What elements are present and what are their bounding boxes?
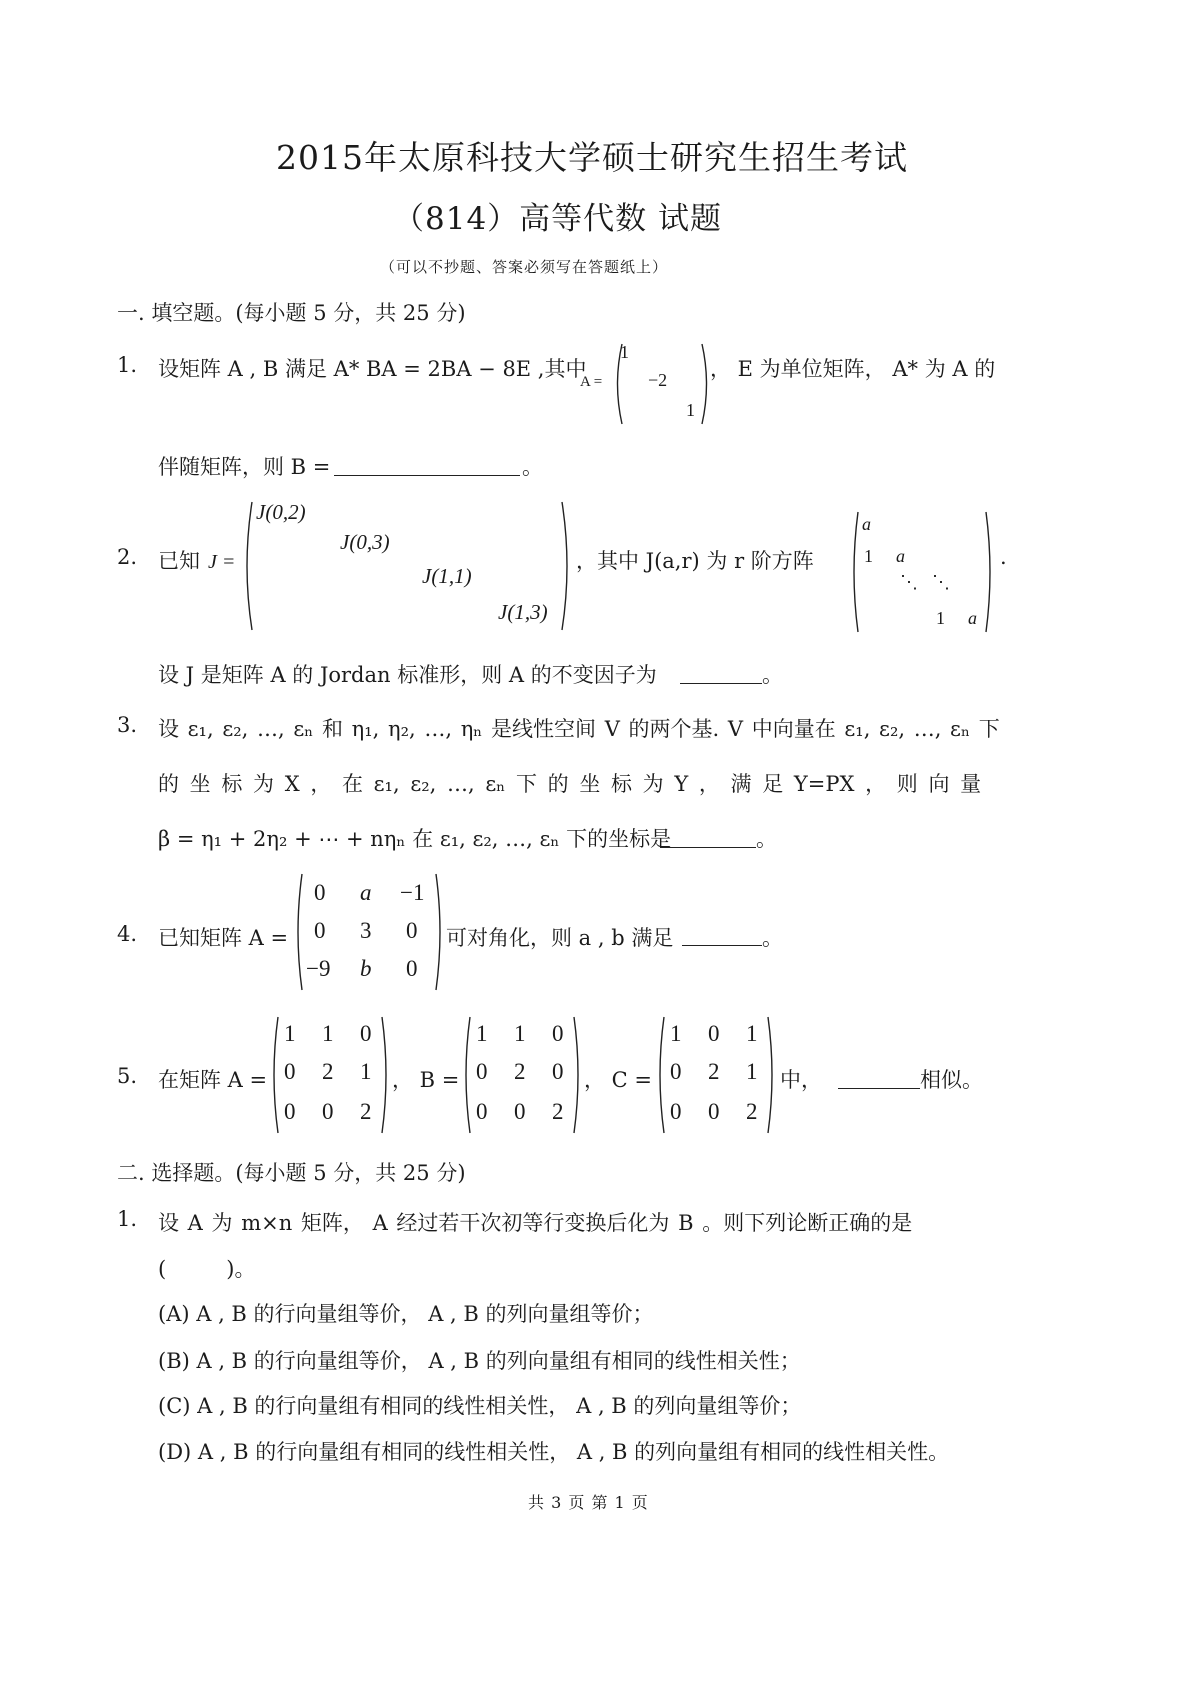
q4-number: 4. — [117, 922, 138, 946]
q5-b-entry: 2 — [514, 1059, 526, 1084]
q1-matrix-entry: 1 — [620, 342, 629, 362]
s2-q1-answer-paren[interactable]: ( )。 — [158, 1257, 256, 1281]
q1-answer-blank[interactable] — [334, 474, 520, 476]
s2-q1-option-a: (A) A , B 的行向量组等价， A , B 的列向量组等价； — [158, 1302, 654, 1326]
q5-b-entry: 0 — [476, 1099, 488, 1124]
q5-b-entry: 1 — [476, 1021, 488, 1046]
page-footer: 共 3 页 第 1 页 — [528, 1493, 649, 1512]
q5-text-c: ， C = — [584, 1068, 653, 1092]
q4-entry: −1 — [400, 880, 425, 905]
q1-matrix — [612, 342, 712, 426]
q5-answer-blank[interactable] — [838, 1087, 920, 1089]
q2-block: J(1,1) — [422, 564, 472, 588]
q2-text-b: ，其中 J(a,r) 为 r 阶方阵 — [576, 549, 814, 573]
q5-a-entry: 1 — [360, 1059, 372, 1084]
q4-entry: b — [360, 956, 372, 981]
section1-heading: 一. 填空题。(每小题 5 分，共 25 分) — [117, 301, 466, 325]
q2-jm-entry: a — [896, 546, 905, 566]
q5-text-b: ， B = — [392, 1068, 460, 1092]
s2-q1-option-b: (B) A , B 的行向量组等价， A , B 的列向量组有相同的线性相关性； — [158, 1349, 801, 1373]
exam-title: 2015年太原科技大学硕士研究生招生考试 — [276, 138, 908, 177]
q4-entry: 0 — [406, 956, 418, 981]
q3-line1: 设 ε₁, ε₂, …, εₙ 和 η₁, η₂, …, ηₙ 是线性空间 V 的两个基. V 中向量在 ε₁, ε₂, …, εₙ 下 — [158, 717, 1000, 741]
q5-c-entry: 0 — [708, 1021, 720, 1046]
q1-matrix-entry: −2 — [648, 370, 668, 390]
q2-text-a: 已知 — [158, 549, 200, 573]
q4-entry: −9 — [306, 956, 331, 981]
q2-jm-dots: ⋱ — [900, 572, 918, 592]
section2-heading: 二. 选择题。(每小题 5 分，共 25 分) — [117, 1161, 466, 1185]
q5-c-entry: 0 — [670, 1099, 682, 1124]
q4-entry: a — [360, 880, 372, 905]
q2-block: J(0,3) — [340, 530, 390, 554]
s2-q1-option-d: (D) A , B 的行向量组有相同的线性相关性， A , B 的列向量组有相同的线性相关性。 — [158, 1440, 950, 1464]
q2-block: J(0,2) — [256, 500, 306, 524]
q5-a-entry: 0 — [322, 1099, 334, 1124]
q2-jm-entry: 1 — [864, 546, 873, 566]
q4-entry: 0 — [314, 918, 326, 943]
exam-note: （可以不抄题、答案必须写在答题纸上） — [380, 258, 669, 276]
q5-c-entry: 2 — [708, 1059, 720, 1084]
q4-matrix — [294, 872, 444, 992]
q5-a-entry: 2 — [322, 1059, 334, 1084]
q2-jordan-matrix — [850, 510, 998, 634]
q5-matrix-c — [656, 1015, 776, 1135]
exam-subtitle: （814）高等代数 试题 — [393, 201, 723, 237]
q2-text-e: 。 — [762, 663, 783, 687]
q5-a-entry: 1 — [284, 1021, 296, 1046]
q3-answer-blank[interactable] — [660, 846, 756, 848]
q5-a-entry: 0 — [360, 1021, 372, 1046]
q5-b-entry: 1 — [514, 1021, 526, 1046]
q5-b-entry: 0 — [476, 1059, 488, 1084]
q5-c-entry: 2 — [746, 1099, 758, 1124]
q2-jm-entry: 1 — [936, 608, 945, 628]
q5-a-entry: 0 — [284, 1059, 296, 1084]
q5-a-entry: 0 — [284, 1099, 296, 1124]
q1-text-c: 伴随矩阵，则 B = — [158, 455, 331, 479]
s2-q1-number: 1. — [117, 1207, 138, 1231]
q1-matrix-entry: 1 — [686, 400, 695, 420]
q3-number: 3. — [117, 713, 138, 737]
q5-matrix-a — [270, 1015, 390, 1135]
q1-text-b: ， E 为单位矩阵， A* 为 A 的 — [710, 357, 996, 381]
q5-text-a: 在矩阵 A = — [158, 1068, 268, 1092]
q4-text-b: 可对角化，则 a , b 满足 — [446, 926, 674, 950]
q2-text-d: 设 J 是矩阵 A 的 Jordan 标准形，则 A 的不变因子为 — [158, 663, 657, 687]
q3-line3-end: 。 — [756, 827, 777, 851]
q5-c-entry: 0 — [670, 1059, 682, 1084]
q5-text-e: 相似。 — [920, 1068, 983, 1092]
q5-b-entry: 2 — [552, 1099, 564, 1124]
q5-b-entry: 0 — [514, 1099, 526, 1124]
q5-c-entry: 1 — [746, 1059, 758, 1084]
q1-matrix-label: A = — [580, 374, 603, 390]
q5-c-entry: 0 — [708, 1099, 720, 1124]
q2-number: 2. — [117, 545, 138, 569]
q3-line2: 的 坐 标 为 X ， 在 ε₁, ε₂, …, εₙ 下 的 坐 标 为 Y ， 满 足 Y=PX ， 则 向 量 — [158, 772, 982, 796]
q1-number: 1. — [117, 353, 138, 377]
s2-q1-option-c: (C) A , B 的行向量组有相同的线性相关性， A , B 的列向量组等价； — [158, 1394, 802, 1418]
q4-entry: 3 — [360, 918, 372, 943]
q4-entry: 0 — [314, 880, 326, 905]
q4-answer-blank[interactable] — [682, 944, 762, 946]
q1-text-d: 。 — [522, 455, 543, 479]
q5-a-entry: 1 — [322, 1021, 334, 1046]
q2-text-c: . — [1000, 545, 1007, 569]
q5-number: 5. — [117, 1064, 138, 1088]
q2-matrix-label: J = — [208, 551, 236, 573]
q5-c-entry: 1 — [746, 1021, 758, 1046]
q5-c-entry: 1 — [670, 1021, 682, 1046]
q5-a-entry: 2 — [360, 1099, 372, 1124]
q4-text-c: 。 — [762, 926, 783, 950]
q2-jm-dots: ⋱ — [932, 572, 950, 592]
q5-b-entry: 0 — [552, 1021, 564, 1046]
q2-answer-blank[interactable] — [680, 682, 762, 684]
q2-block: J(1,3) — [498, 600, 548, 624]
q2-jordan-block-matrix — [242, 500, 572, 632]
q4-text-a: 已知矩阵 A = — [158, 926, 289, 950]
q2-jm-entry: a — [968, 608, 977, 628]
q5-b-entry: 0 — [552, 1059, 564, 1084]
s2-q1-line1: 设 A 为 m×n 矩阵， A 经过若干次初等行变换后化为 B 。则下列论断正确的是 — [158, 1211, 913, 1235]
q5-matrix-b — [462, 1015, 582, 1135]
q3-line3: β = η₁ + 2η₂ + ⋯ + nηₙ 在 ε₁, ε₂, …, εₙ 下的坐标是 — [158, 827, 672, 851]
q1-text-a: 设矩阵 A , B 满足 A* BA = 2BA − 8E ,其中 — [158, 357, 587, 381]
q5-text-d: 中， — [780, 1068, 822, 1092]
q4-entry: 0 — [406, 918, 418, 943]
q2-jm-entry: a — [862, 514, 871, 534]
